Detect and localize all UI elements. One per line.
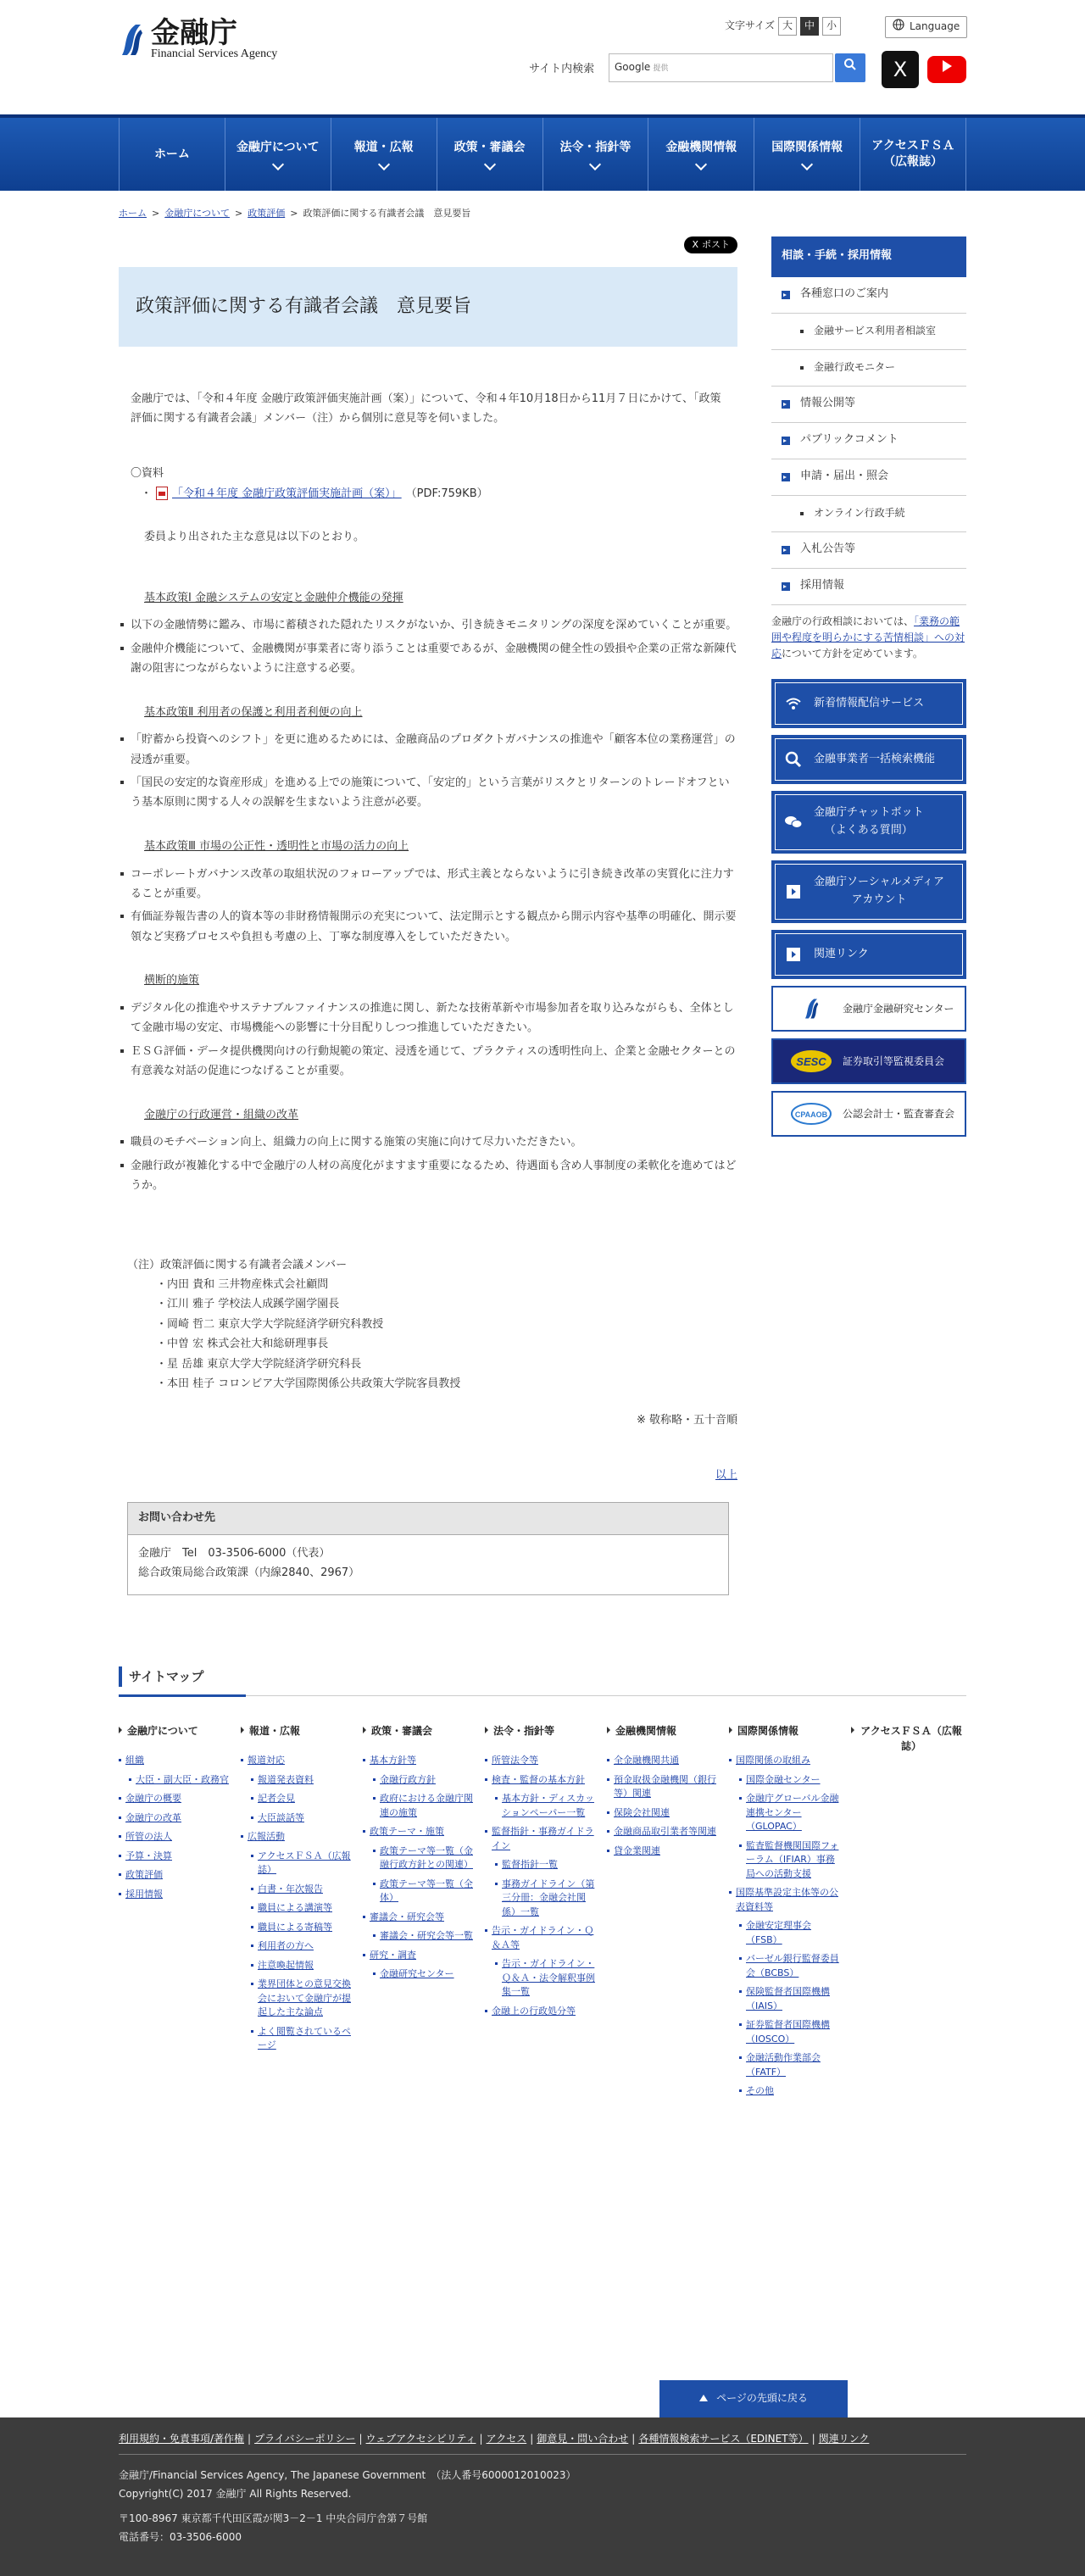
sidebar-org-banner[interactable] [771,1038,966,1084]
chevron-down-icon [272,159,284,170]
footer-separator: | [530,2433,534,2445]
sitemap-link[interactable]: 金融商品取引業者等関連 [607,1825,719,1839]
opinion-list [119,865,737,948]
search-placeholder: Google [615,61,651,74]
sitemap-link[interactable]: 白書・年次報告 [251,1883,353,1897]
font-size-switcher [725,17,841,36]
sitemap-column [485,1723,597,2104]
sitemap-column [851,1723,963,2104]
opinion-item: 「貯蓄から投資へのシフト」を更に進めるためには、金融商品のプロダクトガバナンスの推進や「顧客本位の業務運営」の浸透が重要。 [119,730,737,770]
search-provider: 提供 [653,64,669,74]
svg-text:CPAAOB: CPAAOB [794,1110,828,1120]
main-content [119,236,737,1596]
opinion-item: 「国民の安定的な資産形成」を進める上での施策について、「安定的」という言葉がリスクとリターンのトレードオフという基本原則に関する人々の誤解を生まないよう注意が必要。 [119,773,737,813]
opinion-list [119,730,737,813]
language-label: Language [910,20,960,33]
sitemap-link[interactable]: 告示・ガイドライン・Ｑ＆Ａ等 [485,1924,597,1952]
sidebar-org-banner-label: 金融庁金融研究センター [843,1002,954,1015]
footer-tel: 電話番号：03-3506-6000 [119,2530,242,2543]
member-item: ・内田 貴和 三井物産株式会社顧問 [156,1277,329,1291]
sidebar-banner-label: 金融事業者一括検索機能 [814,752,936,765]
sitemap-column-title-text: 政策・審議会 [371,1725,433,1738]
sidebar-banner[interactable] [771,860,966,923]
opinion-item: 職員のモチベーション向上、組織力の向上に関する施策の実施に向けて尽力いただきたい。 [119,1132,737,1152]
footer-links [119,2431,966,2455]
sidebar-item[interactable] [771,459,966,496]
sitemap-column [729,1723,841,2104]
sitemap-link[interactable]: 監督指針・事務ガイドライン [485,1825,597,1853]
sitemap-link[interactable]: 金融活動作業部会（FATF） [739,2051,841,2079]
pdf-icon [156,487,168,500]
sidebar-item[interactable] [771,387,966,423]
search-input[interactable] [609,53,833,82]
arrow-right-icon [782,400,790,409]
sidebar-note: 金融庁の行政相談においては、「業務の範囲や程度を明らかにする苦情相談」への対応について方針を定めています。 [771,615,965,659]
sidebar-banner-label: 金融庁チャットボット （よくある質問） [814,806,924,837]
inquiry-phone: 金融庁 Tel 03-3506-6000（代表） [138,1546,331,1560]
arrow-right-icon [782,546,790,554]
sitemap-link[interactable]: 金融庁グローバル金融連携センター（GLOPAC） [739,1792,841,1834]
sitemap-link[interactable]: 保険監督者国際機構（IAIS） [739,1985,841,2013]
member-item: ・岡崎 哲二 東京大学大学院経済学研究科教授 [156,1317,384,1331]
opinion-list [119,1132,737,1195]
sitemap-link[interactable]: 基本方針等 [363,1754,475,1768]
sitemap-link[interactable]: 審議会・研究会等 [363,1911,475,1925]
footer-separator: | [248,2433,252,2445]
sidebar-item-label: 採用情報 [800,579,845,593]
search-button[interactable] [835,53,865,82]
opinion-list [119,615,737,678]
sidebar-item[interactable] [771,314,966,350]
footer-separator: | [811,2433,815,2445]
sidebar-banner[interactable] [771,791,966,854]
sidebar-item[interactable] [771,423,966,459]
sitemap-link[interactable]: 注意喚起情報 [251,1959,353,1973]
footer-link[interactable]: 利用規約・免責事項/著作権 [119,2433,245,2445]
nav-item-label: 金融機関情報 [665,140,737,154]
inquiry-title: お問い合わせ先 [128,1503,728,1535]
site-logo[interactable] [119,16,278,62]
globe-icon [893,19,904,36]
sitemap-link[interactable]: 金融安定理事会（FSB） [739,1919,841,1947]
nav-item-label: 政策・審議会 [453,140,526,154]
arrow-right-icon [782,582,790,591]
arrow-right-icon [782,473,790,481]
sidebar-banner-label: 金融庁ソーシャルメディア アカウント [814,876,945,907]
site-header [0,0,1085,114]
sitemap-link[interactable]: アクセスＦＳＡ（広報誌） [251,1850,353,1878]
footer-link[interactable]: 御意見・問い合わせ [537,2433,629,2445]
nav-item-label: 金融庁について [236,140,320,154]
footer-link[interactable]: プライバシーポリシー [254,2433,356,2445]
sitemap-link[interactable]: 告示・ガイドライン・Ｑ＆Ａ・法令解釈事例集一覧 [495,1957,597,2000]
wifi-icon [783,695,804,712]
global-nav [0,114,1085,191]
member-item: ・本田 桂子 コロンビア大学国際関係公共政策大学院客員教授 [156,1377,461,1390]
inquiry-department: 総合政策局総合政策課（内線2840、2967） [138,1566,360,1580]
sidebar-org-banner-label: 公認会計士・監査審査会 [843,1107,955,1120]
fsa-logo-icon [790,1000,832,1017]
arrow-up-icon [699,2390,708,2406]
footer-separator: | [359,2433,363,2445]
footer-org: 金融庁/Financial Services Agency, The Japanese Government （法人番号6000012010023） [119,2469,576,2482]
sitemap-column [119,1723,231,2104]
sitemap-column [607,1723,719,2104]
footer-link[interactable]: アクセス [486,2433,527,2445]
opinion-item: ＥＳＧ評価・データ提供機関向けの行動規範の策定、浸透を通じて、プラクティスの透明性向上、企業と金融セクターとの有意義な対話の促進につなげることが重要。 [119,1042,737,1082]
search-label: サイト内検索 [529,63,595,75]
sidebar-item-label: 各種窓口のご案内 [800,287,889,301]
sidebar-banners [771,679,966,1137]
sitemap-link[interactable]: 予算・決算 [119,1850,231,1864]
footer-separator: | [632,2433,636,2445]
chevron-down-icon [801,159,813,170]
cpaaob-logo-icon [790,1105,832,1122]
nav-item-label: ホーム [153,147,190,161]
search-icon [783,751,804,768]
back-to-top-label: ページの先頭に戻る [716,2392,808,2405]
sidebar-banner-label: 関連リンク [814,947,869,960]
nav-item-label: 法令・指針等 [559,140,632,154]
sitemap-link[interactable]: 国際基準設定主体等の公表資料等 [729,1886,841,1914]
sidebar-item[interactable] [771,532,966,569]
sitemap-link[interactable]: 職員による寄稿等 [251,1921,353,1935]
members-title: （注）政策評価に関する有識者会議メンバー [127,1258,348,1271]
sidebar-item-label: 金融行政モニター [814,361,896,373]
sidebar-item[interactable] [771,350,966,387]
font-size-medium-button[interactable]: 中 [800,17,819,36]
font-size-label: 文字サイズ [725,19,776,32]
footer-link[interactable]: 関連リンク [818,2433,870,2445]
footer-copyright: Copyright(C) 2017 金融庁 All Rights Reserved. [119,2487,352,2500]
sitemap [119,1723,966,2104]
breadcrumb-separator: > [235,208,243,219]
sitemap-link[interactable]: 金融行政方針 [373,1773,475,1788]
sitemap-column-title-text: 国際関係情報 [737,1725,799,1738]
breadcrumb-about[interactable]: 金融庁について [164,208,230,219]
members-block [127,1255,737,1394]
sitemap-link[interactable]: 広報活動 [241,1830,353,1844]
font-size-small-button[interactable]: 小 [822,17,841,36]
sitemap-link[interactable]: 政策テーマ・施策 [363,1825,475,1839]
opinion-sections [119,590,737,1196]
sitemap-link[interactable]: バーゼル銀行監督委員会（BCBS） [739,1952,841,1980]
nav-item[interactable] [754,118,860,191]
sitemap-column-title[interactable] [485,1723,597,1739]
inquiry-box [127,1502,729,1596]
honorific-note: ※ 敬称略・五十音順 [636,1414,737,1427]
sitemap-link[interactable]: 職員による講演等 [251,1901,353,1916]
sidebar-item-label: 申請・届出・照会 [800,470,889,483]
sitemap-column-title-text: アクセスＦＳＡ（広報誌） [860,1725,962,1753]
footer-link[interactable]: ウェブアクセシビリティ [365,2433,476,2445]
sitemap-column-title[interactable] [851,1723,963,1754]
svg-text:SESC: SESC [796,1055,826,1069]
arrow-right-icon [782,291,790,299]
sitemap-link[interactable]: 預金取扱金融機関（銀行等）関連 [607,1773,719,1801]
nav-item[interactable] [437,118,543,191]
footer-link[interactable]: 各種情報検索サービス（EDINET等） [638,2433,809,2445]
bullet-icon [800,512,804,515]
sitemap-link[interactable]: 証券監督者国際機構（IOSCO） [739,2018,841,2046]
breadcrumb-policy-evaluation[interactable]: 政策評価 [248,208,286,219]
nav-item-label: 報道・広報 [353,140,414,154]
sidebar-banner[interactable] [771,930,966,979]
opinions-note: 委員より出された主な意見は以下のとおり。 [144,531,365,544]
bullet-icon [800,330,804,333]
sitemap-column-title-text: 法令・指針等 [493,1725,555,1738]
sidebar-item-label: 金融サービス利用者相談室 [814,325,937,337]
sidebar-org-banner[interactable] [771,1091,966,1137]
opinion-item: 以下の金融情勢に鑑み、市場に蓄積された隠れたリスクがないか、引き続きモニタリングの深度を深めていくことが重要。 [119,615,737,635]
sitemap-column-title[interactable] [607,1723,719,1739]
sitemap-column-title-text: 金融庁について [127,1725,198,1738]
sitemap-link[interactable]: 所管法令等 [485,1754,597,1768]
nav-item-label: 国際関係情報 [771,140,843,154]
sitemap-link[interactable]: 監督指針一覧 [495,1858,597,1872]
chevron-down-icon [378,159,390,170]
section-heading: 基本政策Ⅱ 利用者の保護と利用者利便の向上 [144,705,363,719]
resources-label: 〇資料 [131,467,164,481]
sidebar-item[interactable] [771,277,966,314]
x-logo-icon: X [692,238,698,250]
nav-item[interactable] [543,118,649,191]
breadcrumb-separator: > [290,208,298,219]
sitemap-link[interactable]: 金融庁の改革 [119,1811,231,1826]
opinion-item: コーポレートガバナンス改革の取組状況のフォローアップでは、形式主義とならないように引き続き改革の実質化に注力することが重要。 [119,865,737,904]
breadcrumb-home[interactable]: ホーム [119,208,147,219]
arrow-right-icon [782,437,790,445]
sitemap-link[interactable]: 貸金業関連 [607,1844,719,1859]
sidebar-banner[interactable] [771,679,966,728]
sidebar-banner[interactable] [771,735,966,784]
section-heading: 横断的施策 [144,974,200,988]
sitemap-link[interactable]: 記者会見 [251,1792,353,1806]
sitemap-link[interactable]: 利用者の方へ [251,1939,353,1954]
chevron-down-icon [483,159,495,170]
sitemap-link[interactable]: よく閲覧されているページ [251,2025,353,2053]
sitemap-column-title-text: 報道・広報 [249,1725,301,1738]
post-to-x-button[interactable] [684,236,737,253]
nav-item[interactable] [860,118,966,191]
post-label: ポスト [702,238,730,250]
logo-english: Financial Services Agency [151,47,278,60]
sitemap-link[interactable]: 保険会社関連 [607,1806,719,1821]
opinion-item: 金融仲介機能について、金融機関が事業者に寄り添うことは重要であるが、金融機関の健全性の毀損や企業の正常な新陳代謝の阻害につながらないように注意する必要。 [119,639,737,679]
sitemap-link[interactable]: 所管の法人 [119,1830,231,1844]
section-heading: 基本政策Ⅰ 金融システムの安定と金融仲介機能の発揮 [144,591,403,604]
sitemap-link[interactable]: 研究・調査 [363,1949,475,1963]
chat-icon [783,814,804,831]
youtube-social-link[interactable] [927,56,966,83]
member-item: ・江川 雅子 学校法人成蹊学園学園長 [156,1298,340,1311]
resource-pdf-link[interactable]: 「令和４年度 金融庁政策評価実施計画（案）」 [172,487,402,500]
sitemap-link[interactable]: 金融研究センター [373,1967,475,1982]
breadcrumb-current: 政策評価に関する有識者会議 意見要旨 [303,208,471,219]
sitemap-link[interactable]: 金融庁の概要 [119,1792,231,1806]
member-item: ・星 岳雄 東京大学大学院経済学研究科長 [156,1357,362,1371]
youtube-play-icon [941,59,953,80]
opinion-list [119,999,737,1082]
sitemap-link[interactable]: 全金融機関共通 [607,1754,719,1768]
sitemap-link[interactable]: 報道発表資料 [251,1773,353,1788]
sitemap-link[interactable]: 国際金融センター [739,1773,841,1788]
search-icon [843,58,857,78]
nav-item-label: アクセスＦＳＡ （広報誌） [871,139,954,169]
sitemap-link[interactable]: 大臣談話等 [251,1811,353,1826]
sitemap-link[interactable]: 基本方針・ディスカッションペーパー一覧 [495,1792,597,1820]
sitemap-title: サイトマップ [119,1666,966,1687]
member-item: ・中曽 宏 株式会社大和総研理事長 [156,1338,329,1351]
sitemap-column [363,1723,475,2104]
sitemap-link[interactable]: 報道対応 [241,1754,353,1768]
sitemap-link[interactable]: 政府における金融庁関連の施策 [373,1792,475,1820]
sitemap-column-title-text: 金融機関情報 [615,1725,677,1738]
breadcrumb-separator: > [152,208,160,219]
sitemap-link[interactable]: 政策テーマ等一覧（全体） [373,1878,475,1906]
link-icon [783,946,804,963]
x-logo-icon: X [893,57,908,81]
page-title: 政策評価に関する有識者会議 意見要旨 [119,267,737,347]
sitemap-link[interactable]: 事務ガイドライン（第三分冊：金融会社関係）一覧 [495,1878,597,1920]
sitemap-link[interactable]: その他 [739,2084,841,2099]
sidebar [771,236,966,1596]
complaint-policy-link[interactable]: 「業務の範囲や程度を明らかにする苦情相談」への対応 [771,615,965,659]
sitemap-link[interactable]: 政策評価 [119,1868,231,1883]
share-icon [783,883,804,900]
sidebar-item[interactable] [771,569,966,605]
nav-item[interactable] [331,118,437,191]
sidebar-menu [771,277,966,605]
opinion-item: 有価証券報告書の人的資本等の非財務情報開示の充実について、法定開示とする観点から開示内容や基準の明確化、開示要領など実務プロセスや負担も考慮の上、丁寧な制度導入をしていただきたい。 [119,907,737,947]
fsa-logo-icon [119,21,144,58]
sitemap-link[interactable]: 国際関係の取組み [729,1754,841,1768]
back-to-top-button[interactable] [659,2380,848,2417]
sidebar-item-label: パブリックコメント [800,433,899,447]
chevron-down-icon [589,159,601,170]
section-heading: 金融庁の行政運営・組織の改革 [144,1108,299,1121]
opinion-item: デジタル化の推進やサステナブルファイナンスの推進に関し、新たな技術革新や市場参加者を取り込みながらも、全体として金融市場の安定、市場機能への影響に十分目配りしつつ推進していただきたい。 [119,999,737,1038]
end-mark: 以上 [715,1469,737,1483]
sitemap-column-title[interactable] [119,1723,231,1739]
sidebar-item-label: オンライン行政手続 [814,507,905,519]
sitemap-column-title[interactable] [241,1723,353,1739]
footer-separator: | [479,2433,483,2445]
sidebar-title: 相談・手続・採用情報 [771,236,966,277]
sitemap-link[interactable]: 監査監督機関国際フォーラム（IFIAR）事務局への活動支援 [739,1839,841,1882]
logo-japanese: 金融庁 [151,16,237,50]
resources: 〇資料 ・ 「令和４年度 金融庁政策評価実施計画（案）」 （PDF:759KB） [131,464,726,504]
sitemap-column-title[interactable] [363,1723,475,1739]
sitemap-link[interactable]: 政策テーマ等一覧（金融行政方針との関連） [373,1844,475,1872]
sidebar-item[interactable] [771,496,966,532]
x-social-link[interactable] [882,51,919,88]
sitemap-link[interactable]: 採用情報 [119,1888,231,1902]
sitemap-link[interactable]: 業界団体との意見交換会において金融庁が提起した主な論点 [251,1978,353,2020]
nav-item[interactable] [648,118,754,191]
sidebar-banner-label: 新着情報配信サービス [814,696,925,709]
intro-text: 金融庁では、「令和４年度 金融庁政策評価実施計画（案）」について、令和４年10月18日から11月７日にかけて、「政策評価に関する有識者会議」メンバー（注）から個別に意見等を伺いました。 [131,392,721,425]
resource-meta: （PDF:759KB） [405,487,488,500]
sidebar-org-banner-label: 証券取引等監視委員会 [843,1054,945,1067]
site-footer [0,2417,1085,2576]
sitemap-column-title[interactable] [729,1723,841,1739]
sitemap-link[interactable]: 大臣・副大臣・政務官 [129,1773,231,1788]
opinion-item: 金融行政が複雑化する中で金融庁の人材の高度化がますます重要になるため、待遇面も含め人事制度の柔軟化を進めてはどうか。 [119,1156,737,1196]
sidebar-org-banner[interactable] [771,986,966,1032]
breadcrumb [119,191,966,221]
nav-item[interactable] [225,118,331,191]
sitemap-link[interactable]: 金融上の行政処分等 [485,2005,597,2019]
sesc-logo-icon [790,1053,832,1070]
sitemap-link[interactable]: 審議会・研究会等一覧 [373,1929,475,1944]
footer-address: 〒100-8967 東京都千代田区霞が関3－2－1 中央合同庁舎第７号館 [119,2512,428,2525]
sidebar-item-label: 情報公開等 [800,397,856,410]
section-heading: 基本政策Ⅲ 市場の公正性・透明性と市場の活力の向上 [144,839,409,853]
chevron-down-icon [695,159,707,170]
sitemap-column [241,1723,353,2104]
bullet-icon [800,366,804,370]
sitemap-link[interactable]: 組織 [119,1754,231,1768]
sidebar-item-label: 入札公告等 [800,542,856,556]
nav-item[interactable] [120,118,225,191]
sitemap-link[interactable]: 検査・監督の基本方針 [485,1773,597,1788]
font-size-large-button[interactable]: 大 [778,17,797,36]
language-button[interactable] [885,16,967,38]
